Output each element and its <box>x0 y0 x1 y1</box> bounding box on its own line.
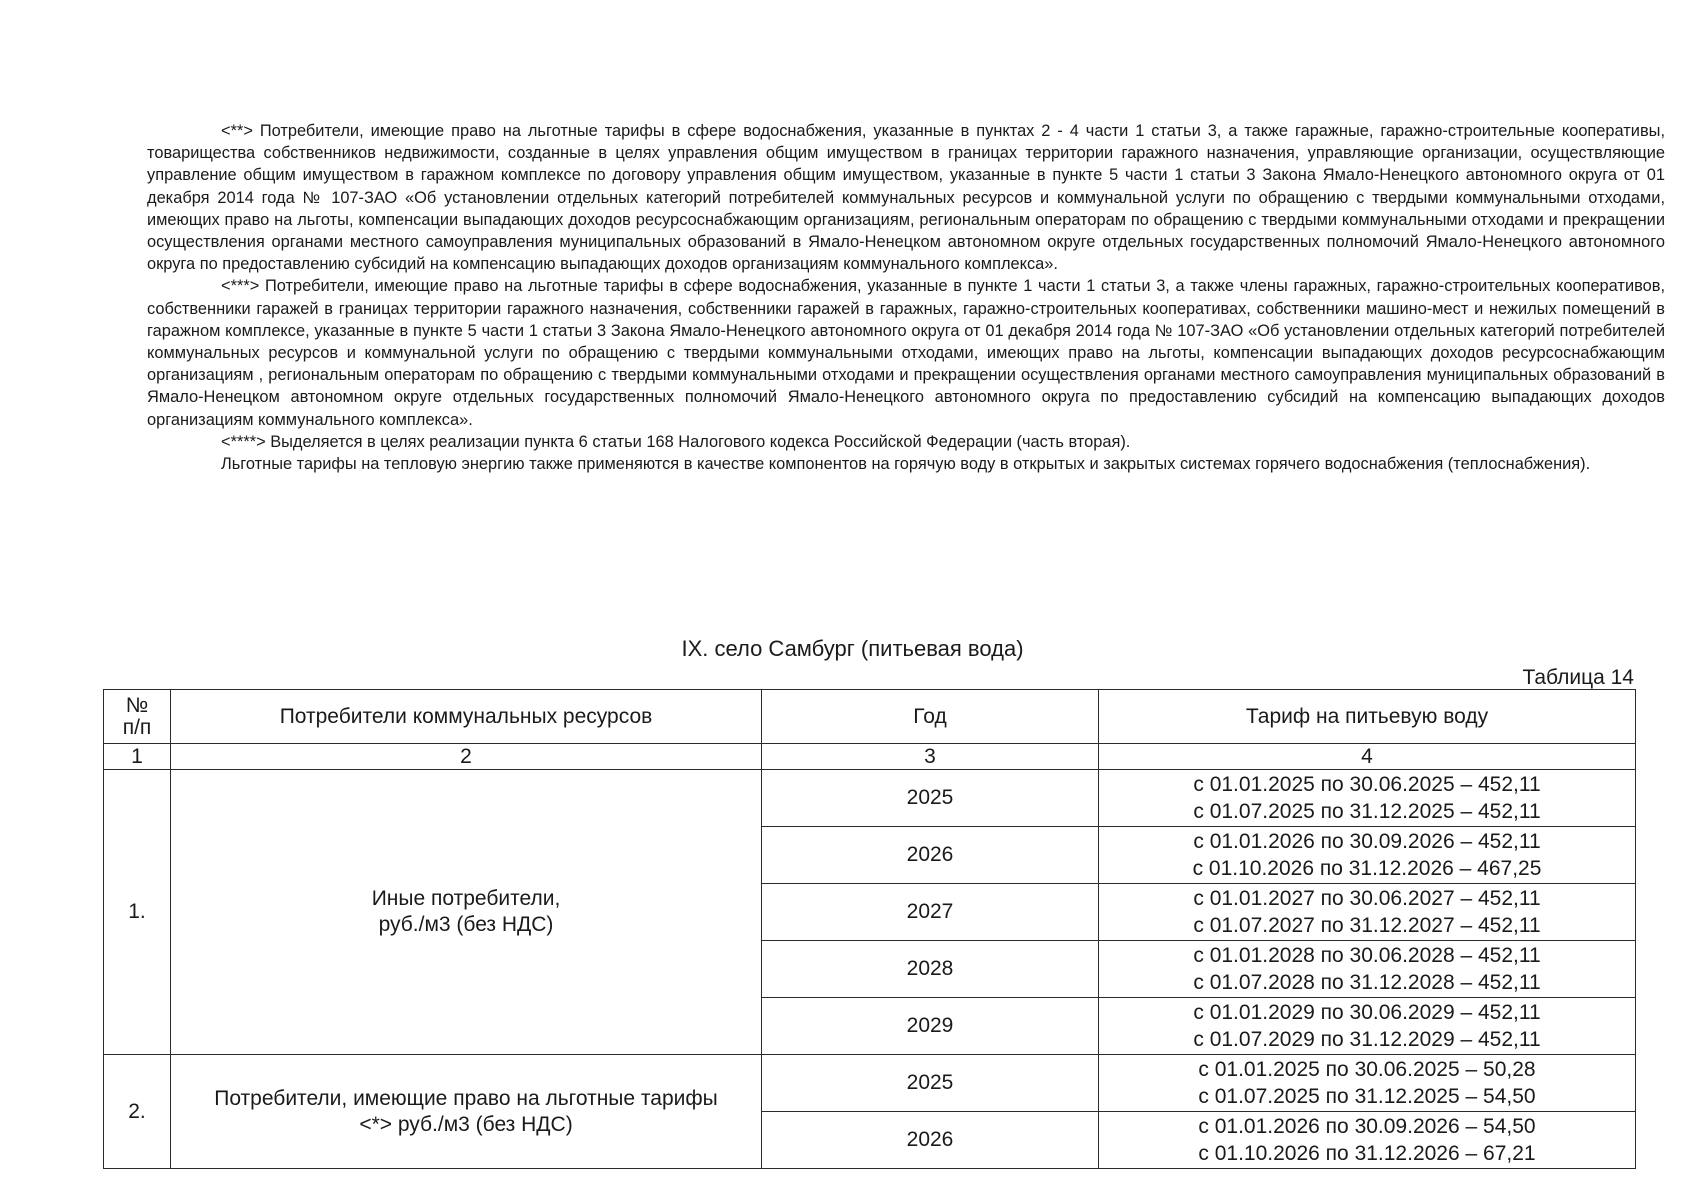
tariff-period: с 01.07.2027 по 31.12.2027 – 452,11 <box>1193 914 1541 937</box>
column-number: 1 <box>104 744 171 770</box>
footnotes <box>147 120 1665 475</box>
tariff-cell <box>1099 884 1636 941</box>
consumer-category: Потребители, имеющие право на льготные тарифы <*> руб./м3 (без НДС) <box>171 1055 762 1169</box>
tariff-cell <box>1099 998 1636 1055</box>
consumer-category: Иные потребители, руб./м3 (без НДС) <box>171 770 762 1055</box>
tariff-period: с 01.01.2028 по 30.06.2028 – 452,11 <box>1193 944 1541 967</box>
year-cell: 2028 <box>762 941 1099 998</box>
tariff-period: с 01.10.2026 по 31.12.2026 – 467,25 <box>1192 857 1542 880</box>
tariff-cell <box>1099 1055 1636 1112</box>
hot-water-note: Льготные тарифы на тепловую энергию также применяются в качестве компонентов на горячую воду в открытых и закрытых системах горячего водоснабжения (теплоснабжения). <box>221 455 1591 474</box>
table-row <box>104 770 1636 827</box>
tariff-period: с 01.10.2026 по 31.12.2026 – 67,21 <box>1198 1142 1536 1165</box>
tariff-period: с 01.07.2025 по 31.12.2025 – 452,11 <box>1193 800 1541 823</box>
tariff-period: с 01.07.2028 по 31.12.2028 – 452,11 <box>1193 971 1541 994</box>
column-number: 4 <box>1099 744 1636 770</box>
table-caption: Таблица 14 <box>1522 666 1634 689</box>
tariff-period: с 01.07.2029 по 31.12.2029 – 452,11 <box>1193 1028 1541 1051</box>
year-cell: 2025 <box>762 1055 1099 1112</box>
tariff-period: с 01.01.2026 по 30.09.2026 – 54,50 <box>1198 1115 1536 1138</box>
table-row <box>104 1055 1636 1112</box>
tariff-cell <box>1099 770 1636 827</box>
section-title: IX. село Самбург (питьевая вода) <box>681 636 1024 661</box>
tariff-period: с 01.01.2026 по 30.09.2026 – 452,11 <box>1193 830 1541 853</box>
footnote-triple-asterisk: <***> Потребители, имеющие право на льготные тарифы в сфере водоснабжения, указанные в пункте 1 части 1 статьи 3, а также члены гаражных, гаражно-строительных кооперативов, собственники гаражей в границах территории гаражного назначения, собственники гаражей в гаражных, гаражно-строительных кооперативах, собственники машино-мест и нежилых помещений в гаражном комплексе, указанные в пункте 5 части 1 статьи 3 Закона Ямало-Ненецкого автономного округа от 01 декабря 2014 года № 107-ЗАО «Об установлении отдельных категорий потребителей коммунальных ресурсов и коммунальной услуги по обращению с твердыми коммунальными отходами, имеющих право на льготы, компенсации выпадающих доходов ресурсоснабжающим организациям , региональным операторам по обращению с твердыми коммунальными отходами и прекращении осуществления органами местного самоуправления муниципальных образований в Ямало-Ненецком автономном округе отдельных государственных полномочий Ямало-Ненецкого автономного округа по предоставлению субсидий на компенсацию выпадающих доходов организациям коммунального комплекса». <box>147 277 1665 429</box>
tariff-period: с 01.01.2025 по 30.06.2025 – 50,28 <box>1198 1058 1536 1081</box>
tariff-cell <box>1099 941 1636 998</box>
year-cell: 2029 <box>762 998 1099 1055</box>
year-cell: 2026 <box>762 827 1099 884</box>
tariff-cell <box>1099 1112 1636 1169</box>
year-cell: 2025 <box>762 770 1099 827</box>
tariff-period: с 01.01.2027 по 30.06.2027 – 452,11 <box>1193 887 1541 910</box>
tariff-table <box>103 689 1636 1169</box>
row-number: 1. <box>104 770 171 1055</box>
header-year: Год <box>762 690 1099 744</box>
tariff-period: с 01.07.2025 по 31.12.2025 – 54,50 <box>1198 1085 1536 1108</box>
row-number: 2. <box>104 1055 171 1169</box>
column-number: 2 <box>171 744 762 770</box>
year-cell: 2027 <box>762 884 1099 941</box>
header-num: № п/п <box>104 690 171 744</box>
footnote-quad-asterisk: <****> Выделяется в целях реализации пункта 6 статьи 168 Налогового кодекса Российской Федерации (часть вторая). <box>221 432 1131 451</box>
header-tariff: Тариф на питьевую воду <box>1099 690 1636 744</box>
tariff-cell <box>1099 827 1636 884</box>
tariff-period: с 01.01.2029 по 30.06.2029 – 452,11 <box>1193 1001 1541 1024</box>
header-consumers: Потребители коммунальных ресурсов <box>171 690 762 744</box>
year-cell: 2026 <box>762 1112 1099 1169</box>
column-number-row <box>104 744 1636 770</box>
footnote-double-asterisk: <**> Потребители, имеющие право на льготные тарифы в сфере водоснабжения, указанные в пунктах 2 - 4 части 1 статьи 3, а также гаражные, гаражно-строительные кооперативы, товарищества собственников недвижимости, созданные в целях управления общим имуществом в границах территории гаражного назначения, управляющие организации, осуществляющие управление общим имуществом в гаражном комплексе по договору управления общим имуществом, указанные в пункте 5 части 1 статьи 3 Закона Ямало-Ненецкого автономного округа от 01 декабря 2014 года № 107-ЗАО «Об установлении отдельных категорий потребителей коммунальных ресурсов и коммунальной услуги по обращению с твердыми коммунальными отходами, имеющих право на льготы, компенсации выпадающих доходов ресурсоснабжающим организациям, региональным операторам по обращению с твердыми коммунальными отходами и прекращении осуществления органами местного самоуправления муниципальных образований в Ямало-Ненецком автономном округе отдельных государственных полномочий Ямало-Ненецкого автономного округа по предоставлению субсидий на компенсацию выпадающих доходов организациям коммунального комплекса». <box>147 122 1665 274</box>
column-number: 3 <box>762 744 1099 770</box>
tariff-period: с 01.01.2025 по 30.06.2025 – 452,11 <box>1193 773 1541 796</box>
header-row <box>104 690 1636 744</box>
